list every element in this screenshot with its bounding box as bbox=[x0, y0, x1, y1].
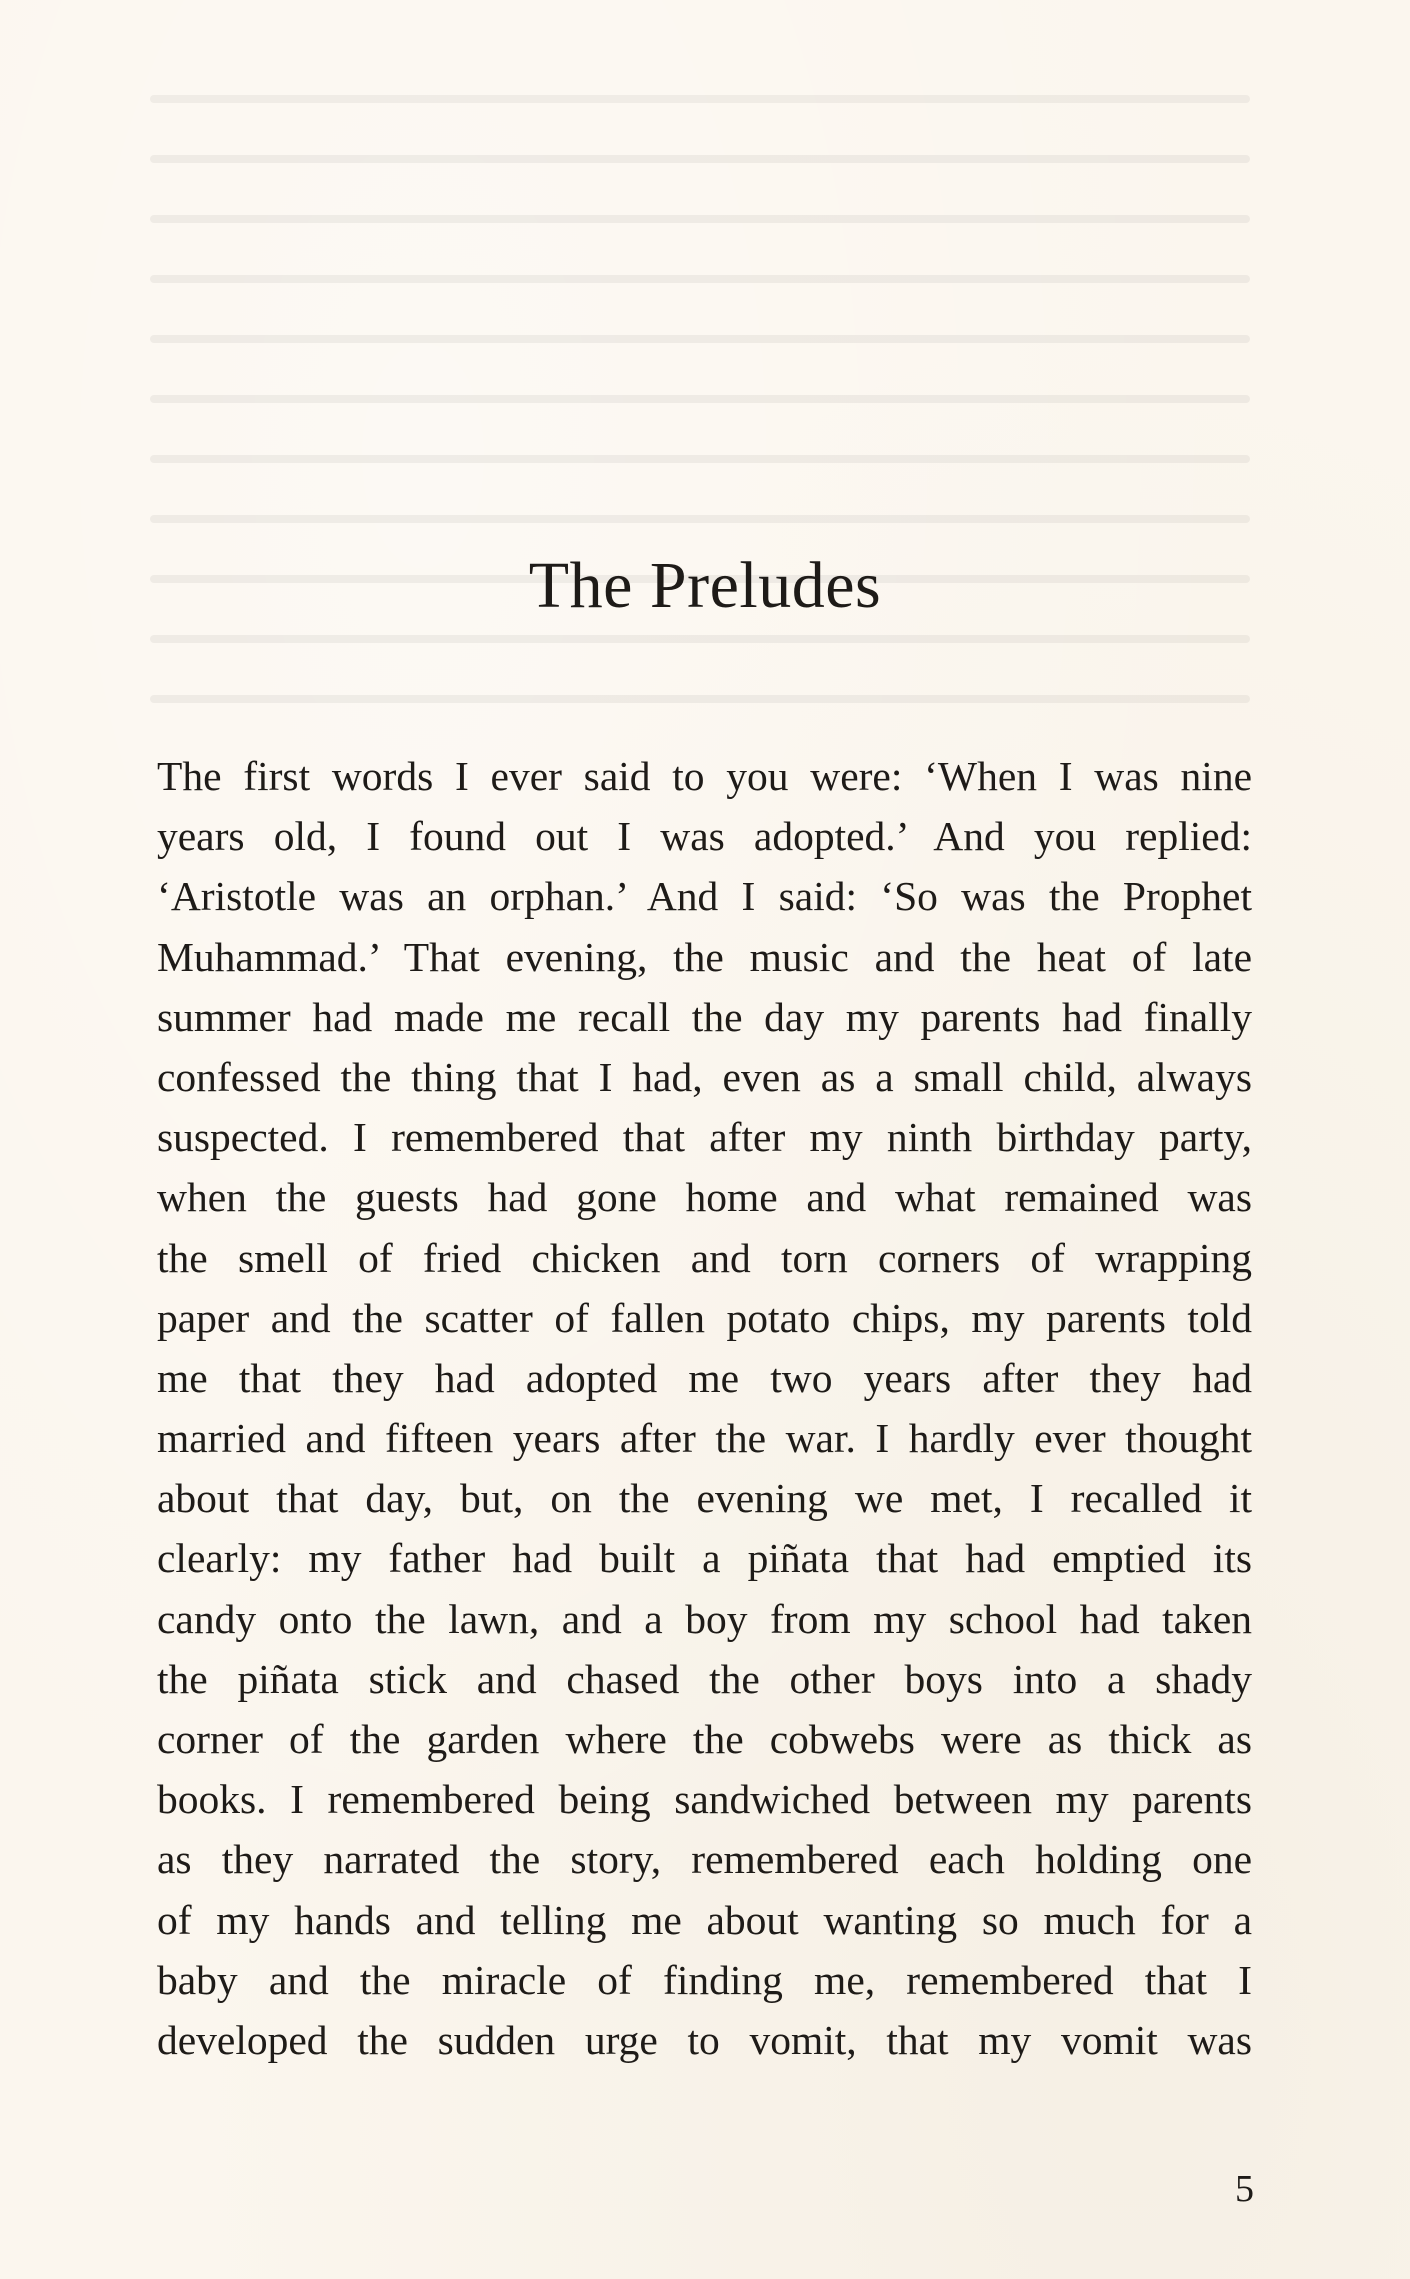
chapter-title: The Preludes bbox=[528, 549, 882, 622]
text-line: married and fifteen years after the war. I hardly ever thought bbox=[157, 1415, 1252, 1462]
text-line: suspected. I remembered that after my ninth birthday party, bbox=[157, 1114, 1252, 1161]
text-line: of my hands and telling me about wanting so much for a bbox=[157, 1896, 1252, 1943]
text-line: developed the sudden urge to vomit, that my vomit was bbox=[157, 2016, 1252, 2063]
text-line: me that they had adopted me two years after they had bbox=[157, 1354, 1252, 1401]
text-line: the piñata stick and chased the other boys into a shady bbox=[157, 1655, 1252, 1702]
text-line: about that day, but, on the evening we met, I recalled it bbox=[157, 1475, 1252, 1522]
text-line: corner of the garden where the cobwebs were as thick as bbox=[157, 1716, 1252, 1762]
text-line: The first words I ever said to you were: ‘When I was nine bbox=[157, 753, 1252, 799]
text-line: Muhammad.’ That evening, the music and the heat of late bbox=[157, 933, 1252, 980]
text-line: summer had made me recall the day my parents had finally bbox=[157, 993, 1252, 1040]
text-line: when the guests had gone home and what remained was bbox=[157, 1174, 1252, 1221]
text-line: books. I remembered being sandwiched between my parents bbox=[157, 1776, 1252, 1823]
text-line: candy onto the lawn, and a boy from my school had taken bbox=[157, 1595, 1252, 1642]
text-line: ‘Aristotle was an orphan.’ And I said: ‘So was the Prophet bbox=[157, 873, 1252, 920]
text-line: clearly: my father had built a piñata that had emptied its bbox=[157, 1535, 1252, 1582]
paper-show-through bbox=[150, 95, 1250, 735]
text-line: years old, I found out I was adopted.’ And you replied: bbox=[157, 813, 1252, 860]
text-line: the smell of fried chicken and torn corners of wrapping bbox=[157, 1234, 1252, 1281]
text-line: as they narrated the story, remembered each holding one bbox=[157, 1836, 1252, 1883]
text-line: paper and the scatter of fallen potato chips, my parents told bbox=[157, 1294, 1252, 1341]
text-line: confessed the thing that I had, even as a small child, always bbox=[157, 1053, 1252, 1100]
text-line: baby and the miracle of finding me, remembered that I bbox=[157, 1956, 1252, 2003]
body-text bbox=[157, 746, 1252, 2070]
page-number: 5 bbox=[1235, 2168, 1254, 2210]
